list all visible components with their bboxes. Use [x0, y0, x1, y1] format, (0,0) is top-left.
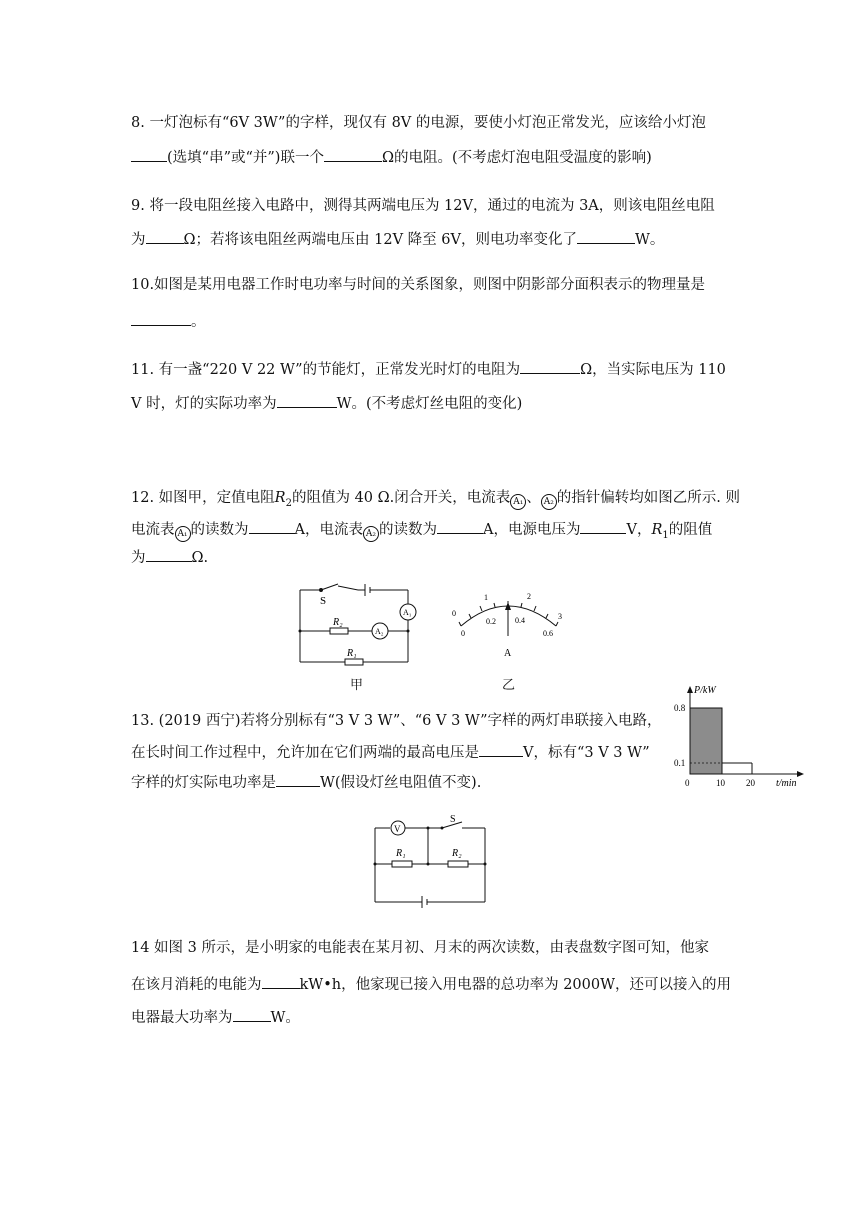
- ammeter-a2-label: A₂: [375, 627, 384, 636]
- svg-text:0: 0: [461, 629, 465, 638]
- ammeter-a1-icon: A₁: [510, 494, 526, 510]
- graph-ytick: 0.8: [674, 703, 686, 713]
- answer-blank[interactable]: [249, 518, 295, 534]
- q10-line2: 。: [131, 310, 206, 332]
- q11-line2: V 时，灯的实际功率为 W。(不考虑灯丝电阻的变化): [131, 392, 522, 414]
- graph-xtick: 0: [685, 778, 690, 788]
- answer-blank[interactable]: [146, 228, 184, 244]
- graph-xtick: 20: [746, 778, 755, 788]
- q12-line2: 电流表 A₁ 的读数为 A，电流表 A₂ 的读数为 A，电源电压为 V，$R_1$的阻值: [131, 518, 712, 546]
- ammeter-a1-label: A₁: [403, 608, 412, 617]
- q12-line1: 12. 如图甲，定值电阻$R_2$的阻值为 40 Ω.闭合开关，电流表 A₁ 、 A₂ 的指针偏转均如图乙所示. 则: [131, 490, 740, 509]
- circuit-diagram-2: [370, 812, 492, 914]
- q13-line1: 13. (2019 西宁)若将分别标有“3 V 3 W”、“6 V 3 W”字样的两灯串联接入电路，: [131, 713, 662, 729]
- answer-blank[interactable]: [146, 546, 192, 562]
- ammeter-a2-icon: A₂: [363, 526, 379, 542]
- answer-blank[interactable]: [479, 741, 523, 757]
- r2-label: R₂: [333, 617, 343, 628]
- switch-label: S: [320, 595, 327, 607]
- q13-line3: 字样的灯实际电功率是 W(假设灯丝电阻值不变).: [131, 771, 481, 793]
- q8-line2: (选填“串”或“并”)联一个 Ω的电阻。(不考虑灯泡电阻受温度的影响): [131, 146, 652, 168]
- voltmeter-label: V: [394, 824, 401, 834]
- svg-text:2: 2: [527, 592, 531, 601]
- answer-blank[interactable]: [262, 973, 300, 989]
- circuit-diagram-jia: [290, 580, 430, 688]
- ammeter-a2-icon: A₂: [541, 494, 557, 510]
- answer-blank[interactable]: [277, 392, 337, 408]
- answer-blank[interactable]: [131, 310, 191, 326]
- answer-blank[interactable]: [233, 1006, 271, 1022]
- svg-text:3: 3: [558, 612, 562, 621]
- graph-ytick: 0.1: [674, 758, 686, 768]
- power-time-graph: [672, 680, 807, 790]
- svg-text:0.2: 0.2: [486, 617, 496, 626]
- q8-line1: 8. 一灯泡标有“6V 3W”的字样，现仅有 8V 的电源，要使小灯泡正常发光，应该给小灯泡: [131, 115, 706, 131]
- q13-line2: 在长时间工作过程中，允许加在它们两端的最高电压是 V，标有“3 V 3 W”: [131, 741, 650, 763]
- answer-blank[interactable]: [520, 358, 580, 374]
- q14-line1: 14 如图 3 所示，是小明家的电能表在某月初、月末的两次读数，由表盘数字图可知，他家: [131, 940, 709, 956]
- q10-line1: 10.如图是某用电器工作时电功率与时间的关系图象，则图中阴影部分面积表示的物理量是: [131, 277, 706, 293]
- r1-label: R₁: [396, 848, 406, 859]
- svg-text:0.6: 0.6: [543, 629, 553, 638]
- graph-ylabel: P/kW: [694, 685, 716, 696]
- q11-line1: 11. 有一盏“220 V 22 W”的节能灯，正常发光时灯的电阻为 Ω，当实际电压为 110: [131, 358, 726, 380]
- answer-blank[interactable]: [324, 146, 382, 162]
- svg-text:0: 0: [452, 609, 456, 618]
- ammeter-a1-icon: A₁: [175, 526, 191, 542]
- answer-blank[interactable]: [437, 518, 483, 534]
- graph-xlabel: t/min: [776, 778, 797, 789]
- svg-text:A: A: [504, 648, 512, 659]
- answer-blank[interactable]: [131, 146, 167, 162]
- answer-blank[interactable]: [580, 518, 626, 534]
- ammeter-dial-yi: [446, 586, 571, 666]
- svg-text:1: 1: [484, 593, 488, 602]
- q12-line3: 为 Ω.: [131, 546, 208, 568]
- q9-line2: 为 Ω；若将该电阻丝两端电压由 12V 降至 6V，则电功率变化了 W。: [131, 228, 664, 250]
- graph-xtick: 10: [716, 778, 725, 788]
- figure-label-jia: 甲: [350, 678, 364, 693]
- answer-blank[interactable]: [577, 228, 635, 244]
- q14-line3: 电器最大功率为 W。: [131, 1006, 300, 1028]
- r1-label: R₁: [347, 648, 357, 659]
- switch-label: S: [450, 814, 456, 825]
- svg-text:0.4: 0.4: [515, 616, 525, 625]
- q14-line2: 在该月消耗的电能为 kW•h，他家现已接入用电器的总功率为 2000W，还可以接入的用: [131, 973, 731, 995]
- answer-blank[interactable]: [276, 771, 320, 787]
- q9-line1: 9. 将一段电阻丝接入电路中，测得其两端电压为 12V，通过的电流为 3A，则该电阻丝电阻: [131, 198, 715, 214]
- figure-label-yi: 乙: [502, 678, 516, 693]
- r2-label: R₂: [452, 848, 462, 859]
